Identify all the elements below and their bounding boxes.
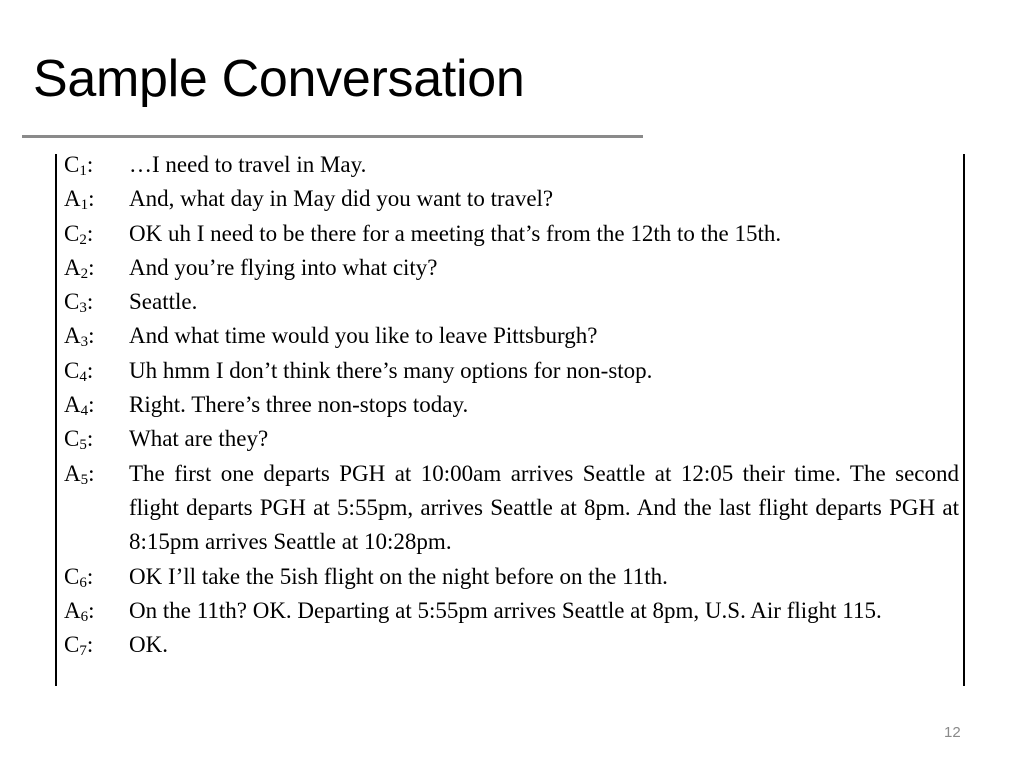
dialogue-turns (64, 154, 959, 662)
speaker-index: 5 (79, 437, 87, 454)
speaker-label: $C_1$: (64, 154, 94, 179)
speaker-label: $C_4$: (64, 357, 94, 385)
speaker-label: $A_2$: (64, 254, 95, 282)
speaker-letter: C (64, 426, 80, 452)
dialogue-turn (64, 354, 959, 388)
speaker-letter: A (64, 597, 81, 623)
speaker-label: $A_3$: (64, 323, 95, 351)
speaker-letter: A (64, 186, 81, 212)
speaker-letter: C (64, 289, 80, 315)
speaker-label: $C_5$: (64, 426, 94, 454)
speaker-index: 1 (79, 163, 87, 179)
utterance-text: Right. There’s three non-stops today. (129, 392, 469, 418)
speaker-letter: A (64, 323, 81, 349)
utterance-text: Uh hmm I don’t think there’s many options for non-stop. (129, 357, 653, 383)
utterance-text: And what time would you like to leave Pittsburgh? (129, 323, 598, 349)
title-divider (22, 135, 643, 138)
speaker-index: 4 (79, 368, 87, 385)
dialogue-turn (64, 457, 959, 560)
page-number: 12 (944, 724, 961, 741)
dialogue-turn (64, 594, 959, 628)
speaker-letter: C (64, 357, 80, 383)
speaker-label: $A_4$: (64, 392, 95, 420)
dialogue-turn (64, 251, 959, 285)
dialogue-turn (64, 388, 959, 422)
dialogue-excerpt (55, 154, 965, 686)
speaker-letter: A (64, 254, 81, 280)
speaker-index: 6 (80, 608, 89, 625)
speaker-letter: A (64, 460, 81, 486)
dialogue-turn (64, 628, 959, 662)
utterance-text: On the 11th? OK. Departing at 5:55pm arrives Seattle at 8pm, U.S. Air flight 115. (129, 597, 882, 623)
speaker-label: $C_2$: (64, 220, 94, 248)
speaker-label: $A_1$: (64, 186, 95, 214)
speaker-label: $A_6$: (64, 597, 95, 625)
speaker-index: 4 (80, 403, 89, 420)
dialogue-turn (64, 154, 959, 182)
utterance-text: The first one departs PGH at 10:00am arrives Seattle at 12:05 their time. The second flight departs PGH at 5:55pm, arrives Seattle at 8pm. And the last flight departs PGH at 8:15pm arrives Seattle at 10:28pm. (129, 460, 959, 555)
dialogue-turn (64, 560, 959, 594)
utterance-text: OK. (129, 632, 168, 658)
speaker-index: 6 (79, 574, 87, 591)
speaker-letter: C (64, 563, 80, 589)
speaker-label: $C_6$: (64, 563, 94, 591)
speaker-label: $A_5$: (64, 460, 95, 488)
utterance-text: What are they? (129, 426, 269, 452)
dialogue-turn (64, 422, 959, 456)
slide-title: Sample Conversation (33, 50, 525, 108)
dialogue-turn (64, 217, 959, 251)
speaker-index: 3 (80, 334, 89, 351)
speaker-letter: C (64, 154, 80, 177)
speaker-letter: A (64, 392, 81, 418)
dialogue-turn (64, 285, 959, 319)
utterance-text: Seattle. (129, 289, 198, 315)
speaker-letter: C (64, 220, 80, 246)
utterance-text: OK uh I need to be there for a meeting that’s from the 12th to the 15th. (129, 220, 782, 246)
speaker-index: 7 (79, 643, 87, 660)
speaker-label: $C_3$: (64, 289, 94, 317)
utterance-text: And you’re flying into what city? (129, 254, 438, 280)
speaker-index: 2 (80, 265, 89, 282)
utterance-text: And, what day in May did you want to travel? (129, 186, 554, 212)
dialogue-turn (64, 182, 959, 216)
speaker-index: 2 (79, 231, 87, 248)
utterance-text: OK I’ll take the 5ish flight on the night before on the 11th. (129, 563, 668, 589)
speaker-index: 1 (80, 197, 89, 214)
speaker-letter: C (64, 632, 80, 658)
speaker-index: 5 (80, 471, 89, 488)
speaker-label: $C_7$: (64, 632, 94, 660)
dialogue-turn (64, 319, 959, 353)
speaker-index: 3 (79, 300, 87, 317)
utterance-text: …I need to travel in May. (129, 154, 367, 177)
